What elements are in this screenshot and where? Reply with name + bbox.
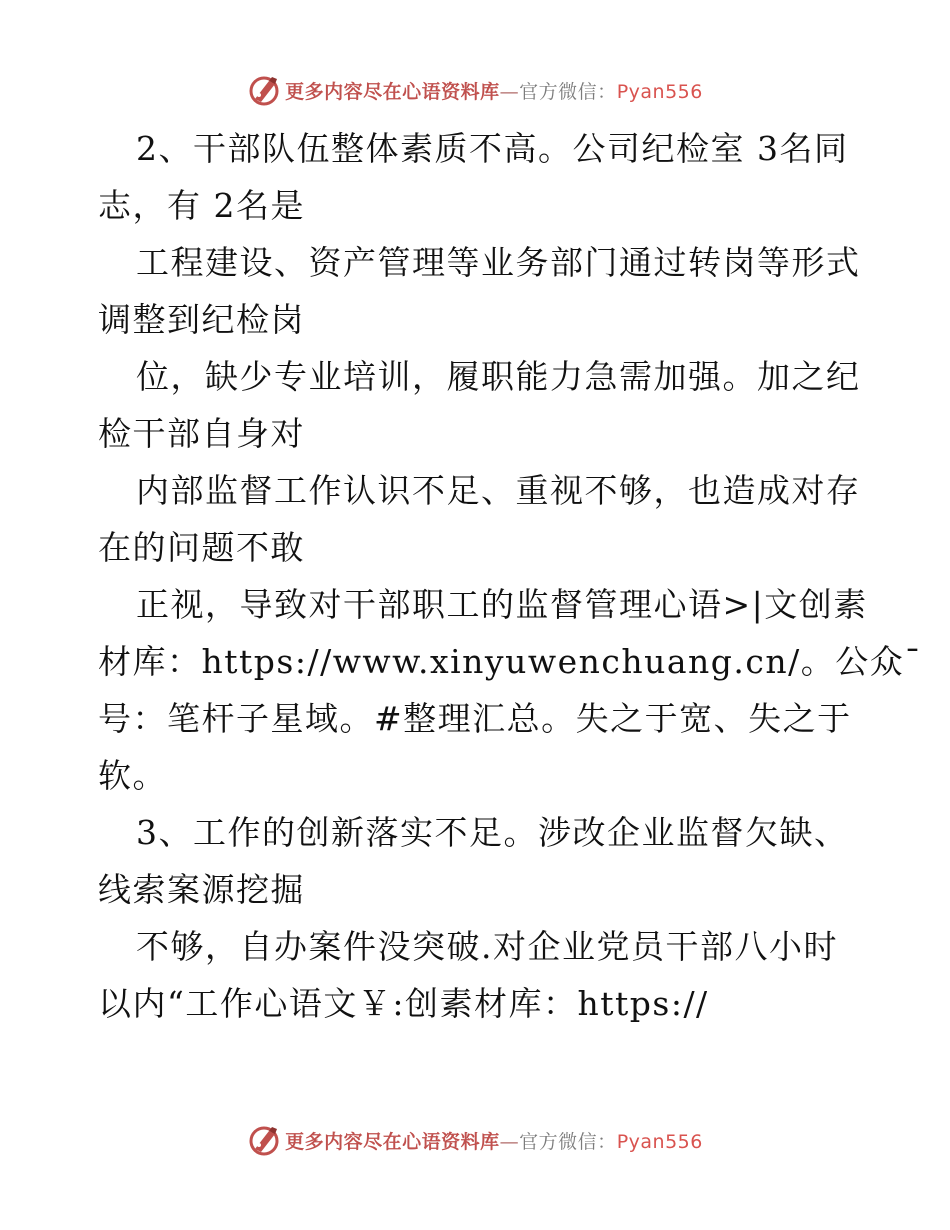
text-line: 3、工作的创新落实不足。涉改企业监督欠缺、 <box>136 813 849 852</box>
text-line: 材库：https://www.xinyuwenchuang.cn/。公众¯ <box>98 642 923 681</box>
text-line: 内部监督工作认识不足、重视不够，也造成对存 <box>136 471 861 510</box>
wechat-label: 官方微信： <box>519 80 617 103</box>
text-line: 号：笔杆子星域。#整理汇总。失之于宽、失之于 <box>98 699 852 738</box>
text-line: 软。 <box>98 756 167 795</box>
text-line: 线索案源挖掘 <box>98 870 305 909</box>
pen-nib-logo-icon <box>247 1123 281 1157</box>
wechat-id: Pyan556 <box>616 1130 703 1153</box>
text-line: 位，缺少专业培训，履职能力急需加强。加之纪 <box>136 357 861 396</box>
text-line: 在的问题不敢 <box>98 528 305 567</box>
pen-nib-logo-icon <box>247 73 281 107</box>
text-line: 以内“工作心语文￥:创素材库：https:// <box>98 984 709 1023</box>
text-line: 工程建设、资产管理等业务部门通过转岗等形式 <box>136 243 861 282</box>
banner-text <box>285 1127 703 1154</box>
brand-text: 更多内容尽在心语资料库 <box>285 1130 500 1153</box>
banner-text <box>285 77 703 104</box>
document-body <box>98 120 923 1032</box>
banner-dash: — <box>499 80 520 103</box>
footer-banner <box>0 1120 950 1160</box>
text-line: 正视，导致对干部职工的监督管理心语>|文创素 <box>136 585 868 624</box>
text-line: 不够，自办案件没突破.对企业党员干部八小时 <box>136 927 838 966</box>
wechat-id: Pyan556 <box>616 80 703 103</box>
text-line: 检干部自身对 <box>98 414 305 453</box>
banner-dash: — <box>499 1130 520 1153</box>
text-line: 调整到纪检岗 <box>98 300 305 339</box>
text-line: 2、干部队伍整体素质不高。公司纪检室 3名同 <box>136 129 849 168</box>
brand-text: 更多内容尽在心语资料库 <box>285 80 500 103</box>
text-line: 志，有 2名是 <box>98 186 305 225</box>
wechat-label: 官方微信： <box>519 1130 617 1153</box>
header-banner <box>0 70 950 110</box>
